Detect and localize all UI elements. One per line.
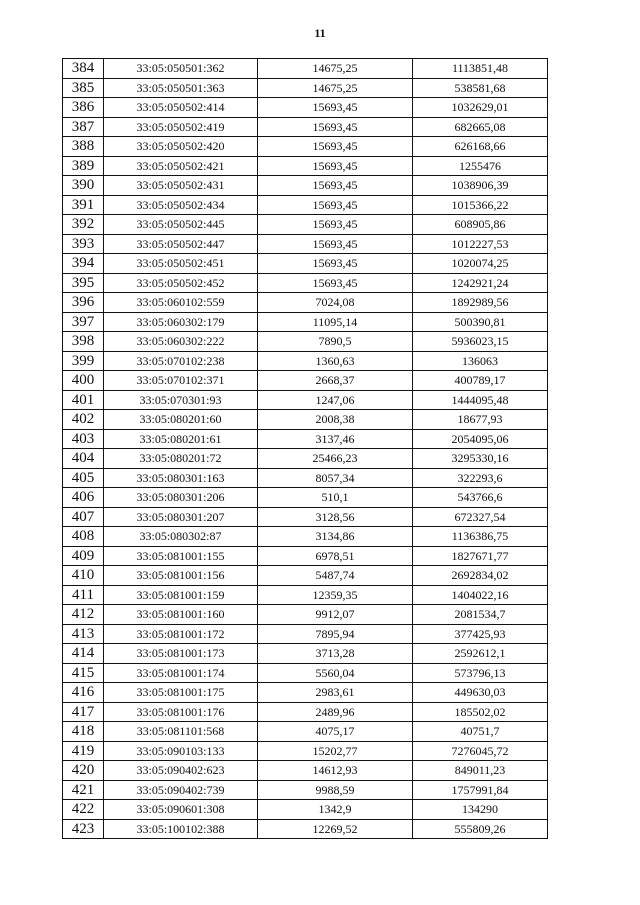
cadastral-value-cell: 377425,93 [413,624,548,644]
table-row [63,683,548,703]
row-number-cell: 412 [63,605,104,625]
area-cell: 15693,45 [258,117,413,137]
area-cell: 1247,06 [258,390,413,410]
cadastral-value-cell: 136063 [413,351,548,371]
area-cell: 15693,45 [258,176,413,196]
row-number-cell: 413 [63,624,104,644]
row-number-cell: 402 [63,410,104,430]
cadastral-value-cell: 1827671,77 [413,546,548,566]
cadastral-number-cell: 33:05:050502:445 [104,215,258,235]
table-row [63,371,548,391]
area-cell: 3128,56 [258,507,413,527]
row-number-cell: 415 [63,663,104,683]
cadastral-value-cell: 185502,02 [413,702,548,722]
area-cell: 15693,45 [258,273,413,293]
row-number-cell: 404 [63,449,104,469]
table-row [63,624,548,644]
cadastral-value-cell: 573796,13 [413,663,548,683]
cadastral-value-cell: 134290 [413,800,548,820]
table-row [63,59,548,79]
table-row [63,488,548,508]
row-number-cell: 392 [63,215,104,235]
table-row [63,156,548,176]
row-number-cell: 390 [63,176,104,196]
table-row [63,234,548,254]
table-row [63,761,548,781]
area-cell: 3137,46 [258,429,413,449]
table-row [63,195,548,215]
table-row [63,351,548,371]
area-cell: 14612,93 [258,761,413,781]
cadastral-value-table [62,58,548,839]
cadastral-number-cell: 33:05:070102:371 [104,371,258,391]
cadastral-value-cell: 40751,7 [413,722,548,742]
cadastral-value-cell: 1757991,84 [413,780,548,800]
cadastral-number-cell: 33:05:080201:61 [104,429,258,449]
area-cell: 15693,45 [258,195,413,215]
cadastral-value-cell: 1038906,39 [413,176,548,196]
row-number-cell: 406 [63,488,104,508]
table-row [63,780,548,800]
cadastral-number-cell: 33:05:050502:452 [104,273,258,293]
cadastral-number-cell: 33:05:050502:414 [104,98,258,118]
row-number-cell: 416 [63,683,104,703]
table-row [63,644,548,664]
cadastral-value-cell: 3295330,16 [413,449,548,469]
table-row [63,468,548,488]
row-number-cell: 391 [63,195,104,215]
cadastral-number-cell: 33:05:100102:388 [104,819,258,839]
table-row [63,507,548,527]
area-cell: 15693,45 [258,254,413,274]
area-cell: 15693,45 [258,215,413,235]
row-number-cell: 414 [63,644,104,664]
table-row [63,605,548,625]
table-row [63,273,548,293]
cadastral-number-cell: 33:05:050502:434 [104,195,258,215]
table-row [63,410,548,430]
row-number-cell: 411 [63,585,104,605]
cadastral-number-cell: 33:05:050502:419 [104,117,258,137]
table-row [63,819,548,839]
row-number-cell: 418 [63,722,104,742]
area-cell: 15693,45 [258,156,413,176]
cadastral-value-cell: 2692834,02 [413,566,548,586]
row-number-cell: 386 [63,98,104,118]
cadastral-value-cell: 608905,86 [413,215,548,235]
cadastral-number-cell: 33:05:070301:93 [104,390,258,410]
row-number-cell: 421 [63,780,104,800]
table-row [63,702,548,722]
area-cell: 6978,51 [258,546,413,566]
cadastral-value-cell: 1015366,22 [413,195,548,215]
area-cell: 2668,37 [258,371,413,391]
table-row [63,332,548,352]
area-cell: 11095,14 [258,312,413,332]
row-number-cell: 422 [63,800,104,820]
table-row [63,176,548,196]
row-number-cell: 407 [63,507,104,527]
area-cell: 3134,86 [258,527,413,547]
cadastral-number-cell: 33:05:080301:207 [104,507,258,527]
row-number-cell: 408 [63,527,104,547]
cadastral-number-cell: 33:05:081001:155 [104,546,258,566]
row-number-cell: 409 [63,546,104,566]
cadastral-number-cell: 33:05:090402:623 [104,761,258,781]
cadastral-number-cell: 33:05:050501:363 [104,78,258,98]
cadastral-number-cell: 33:05:080301:206 [104,488,258,508]
cadastral-number-cell: 33:05:090601:308 [104,800,258,820]
area-cell: 15202,77 [258,741,413,761]
row-number-cell: 419 [63,741,104,761]
table-row [63,566,548,586]
table-body [63,59,548,839]
cadastral-number-cell: 33:05:081001:173 [104,644,258,664]
cadastral-value-cell: 1032629,01 [413,98,548,118]
row-number-cell: 396 [63,293,104,313]
table-row [63,78,548,98]
cadastral-number-cell: 33:05:090103:133 [104,741,258,761]
row-number-cell: 385 [63,78,104,98]
area-cell: 9988,59 [258,780,413,800]
cadastral-value-cell: 543766,6 [413,488,548,508]
cadastral-number-cell: 33:05:080301:163 [104,468,258,488]
cadastral-value-cell: 849011,23 [413,761,548,781]
cadastral-value-cell: 7276045,72 [413,741,548,761]
table-row [63,390,548,410]
row-number-cell: 420 [63,761,104,781]
area-cell: 12269,52 [258,819,413,839]
cadastral-value-cell: 682665,08 [413,117,548,137]
area-cell: 8057,34 [258,468,413,488]
cadastral-number-cell: 33:05:081001:176 [104,702,258,722]
cadastral-number-cell: 33:05:080201:72 [104,449,258,469]
area-cell: 14675,25 [258,78,413,98]
cadastral-number-cell: 33:05:060302:222 [104,332,258,352]
page-number: 11 [314,26,326,40]
row-number-cell: 394 [63,254,104,274]
table-row [63,527,548,547]
table-row [63,117,548,137]
cadastral-number-cell: 33:05:081001:175 [104,683,258,703]
row-number-cell: 389 [63,156,104,176]
area-cell: 7024,08 [258,293,413,313]
cadastral-number-cell: 33:05:080201:60 [104,410,258,430]
row-number-cell: 410 [63,566,104,586]
area-cell: 7890,5 [258,332,413,352]
area-cell: 5487,74 [258,566,413,586]
row-number-cell: 393 [63,234,104,254]
cadastral-number-cell: 33:05:070102:238 [104,351,258,371]
cadastral-number-cell: 33:05:050502:420 [104,137,258,157]
table-row [63,429,548,449]
area-cell: 510,1 [258,488,413,508]
cadastral-number-cell: 33:05:081001:172 [104,624,258,644]
table-row [63,585,548,605]
table-row [63,663,548,683]
table-row [63,137,548,157]
area-cell: 3713,28 [258,644,413,664]
table-row [63,215,548,235]
row-number-cell: 417 [63,702,104,722]
area-cell: 2008,38 [258,410,413,430]
area-cell: 2489,96 [258,702,413,722]
cadastral-number-cell: 33:05:060302:179 [104,312,258,332]
cadastral-value-cell: 2081534,7 [413,605,548,625]
cadastral-number-cell: 33:05:090402:739 [104,780,258,800]
row-number-cell: 395 [63,273,104,293]
area-cell: 15693,45 [258,234,413,254]
row-number-cell: 388 [63,137,104,157]
row-number-cell: 399 [63,351,104,371]
row-number-cell: 405 [63,468,104,488]
cadastral-value-cell: 1255476 [413,156,548,176]
cadastral-value-cell: 1020074,25 [413,254,548,274]
row-number-cell: 423 [63,819,104,839]
area-cell: 15693,45 [258,137,413,157]
cadastral-number-cell: 33:05:081001:160 [104,605,258,625]
table-row [63,449,548,469]
area-cell: 2983,61 [258,683,413,703]
cadastral-value-cell: 538581,68 [413,78,548,98]
cadastral-value-cell: 2054095,06 [413,429,548,449]
cadastral-value-cell: 1404022,16 [413,585,548,605]
cadastral-number-cell: 33:05:081001:156 [104,566,258,586]
cadastral-value-cell: 1444095,48 [413,390,548,410]
area-cell: 12359,35 [258,585,413,605]
cadastral-value-cell: 2592612,1 [413,644,548,664]
cadastral-number-cell: 33:05:050502:451 [104,254,258,274]
cadastral-number-cell: 33:05:050502:421 [104,156,258,176]
cadastral-number-cell: 33:05:060102:559 [104,293,258,313]
row-number-cell: 401 [63,390,104,410]
row-number-cell: 387 [63,117,104,137]
row-number-cell: 398 [63,332,104,352]
cadastral-number-cell: 33:05:081001:174 [104,663,258,683]
area-cell: 15693,45 [258,98,413,118]
row-number-cell: 400 [63,371,104,391]
cadastral-number-cell: 33:05:050502:431 [104,176,258,196]
cadastral-value-cell: 322293,6 [413,468,548,488]
table-row [63,98,548,118]
cadastral-value-cell: 1892989,56 [413,293,548,313]
row-number-cell: 384 [63,59,104,79]
cadastral-number-cell: 33:05:081101:568 [104,722,258,742]
cadastral-value-cell: 1136386,75 [413,527,548,547]
cadastral-value-cell: 672327,54 [413,507,548,527]
area-cell: 1342,9 [258,800,413,820]
cadastral-value-cell: 626168,66 [413,137,548,157]
table-row [63,254,548,274]
table-row [63,312,548,332]
area-cell: 25466,23 [258,449,413,469]
table-row [63,800,548,820]
cadastral-value-cell: 449630,03 [413,683,548,703]
table-row [63,293,548,313]
area-cell: 5560,04 [258,663,413,683]
cadastral-value-cell: 555809,26 [413,819,548,839]
cadastral-number-cell: 33:05:050501:362 [104,59,258,79]
area-cell: 9912,07 [258,605,413,625]
cadastral-number-cell: 33:05:081001:159 [104,585,258,605]
cadastral-value-cell: 18677,93 [413,410,548,430]
cadastral-value-cell: 5936023,15 [413,332,548,352]
cadastral-value-cell: 500390,81 [413,312,548,332]
cadastral-value-cell: 1113851,48 [413,59,548,79]
table-row [63,741,548,761]
row-number-cell: 397 [63,312,104,332]
row-number-cell: 403 [63,429,104,449]
area-cell: 4075,17 [258,722,413,742]
area-cell: 14675,25 [258,59,413,79]
cadastral-number-cell: 33:05:080302:87 [104,527,258,547]
table-row [63,722,548,742]
cadastral-value-cell: 400789,17 [413,371,548,391]
cadastral-value-cell: 1012227,53 [413,234,548,254]
area-cell: 1360,63 [258,351,413,371]
cadastral-number-cell: 33:05:050502:447 [104,234,258,254]
area-cell: 7895,94 [258,624,413,644]
table-row [63,546,548,566]
cadastral-value-cell: 1242921,24 [413,273,548,293]
